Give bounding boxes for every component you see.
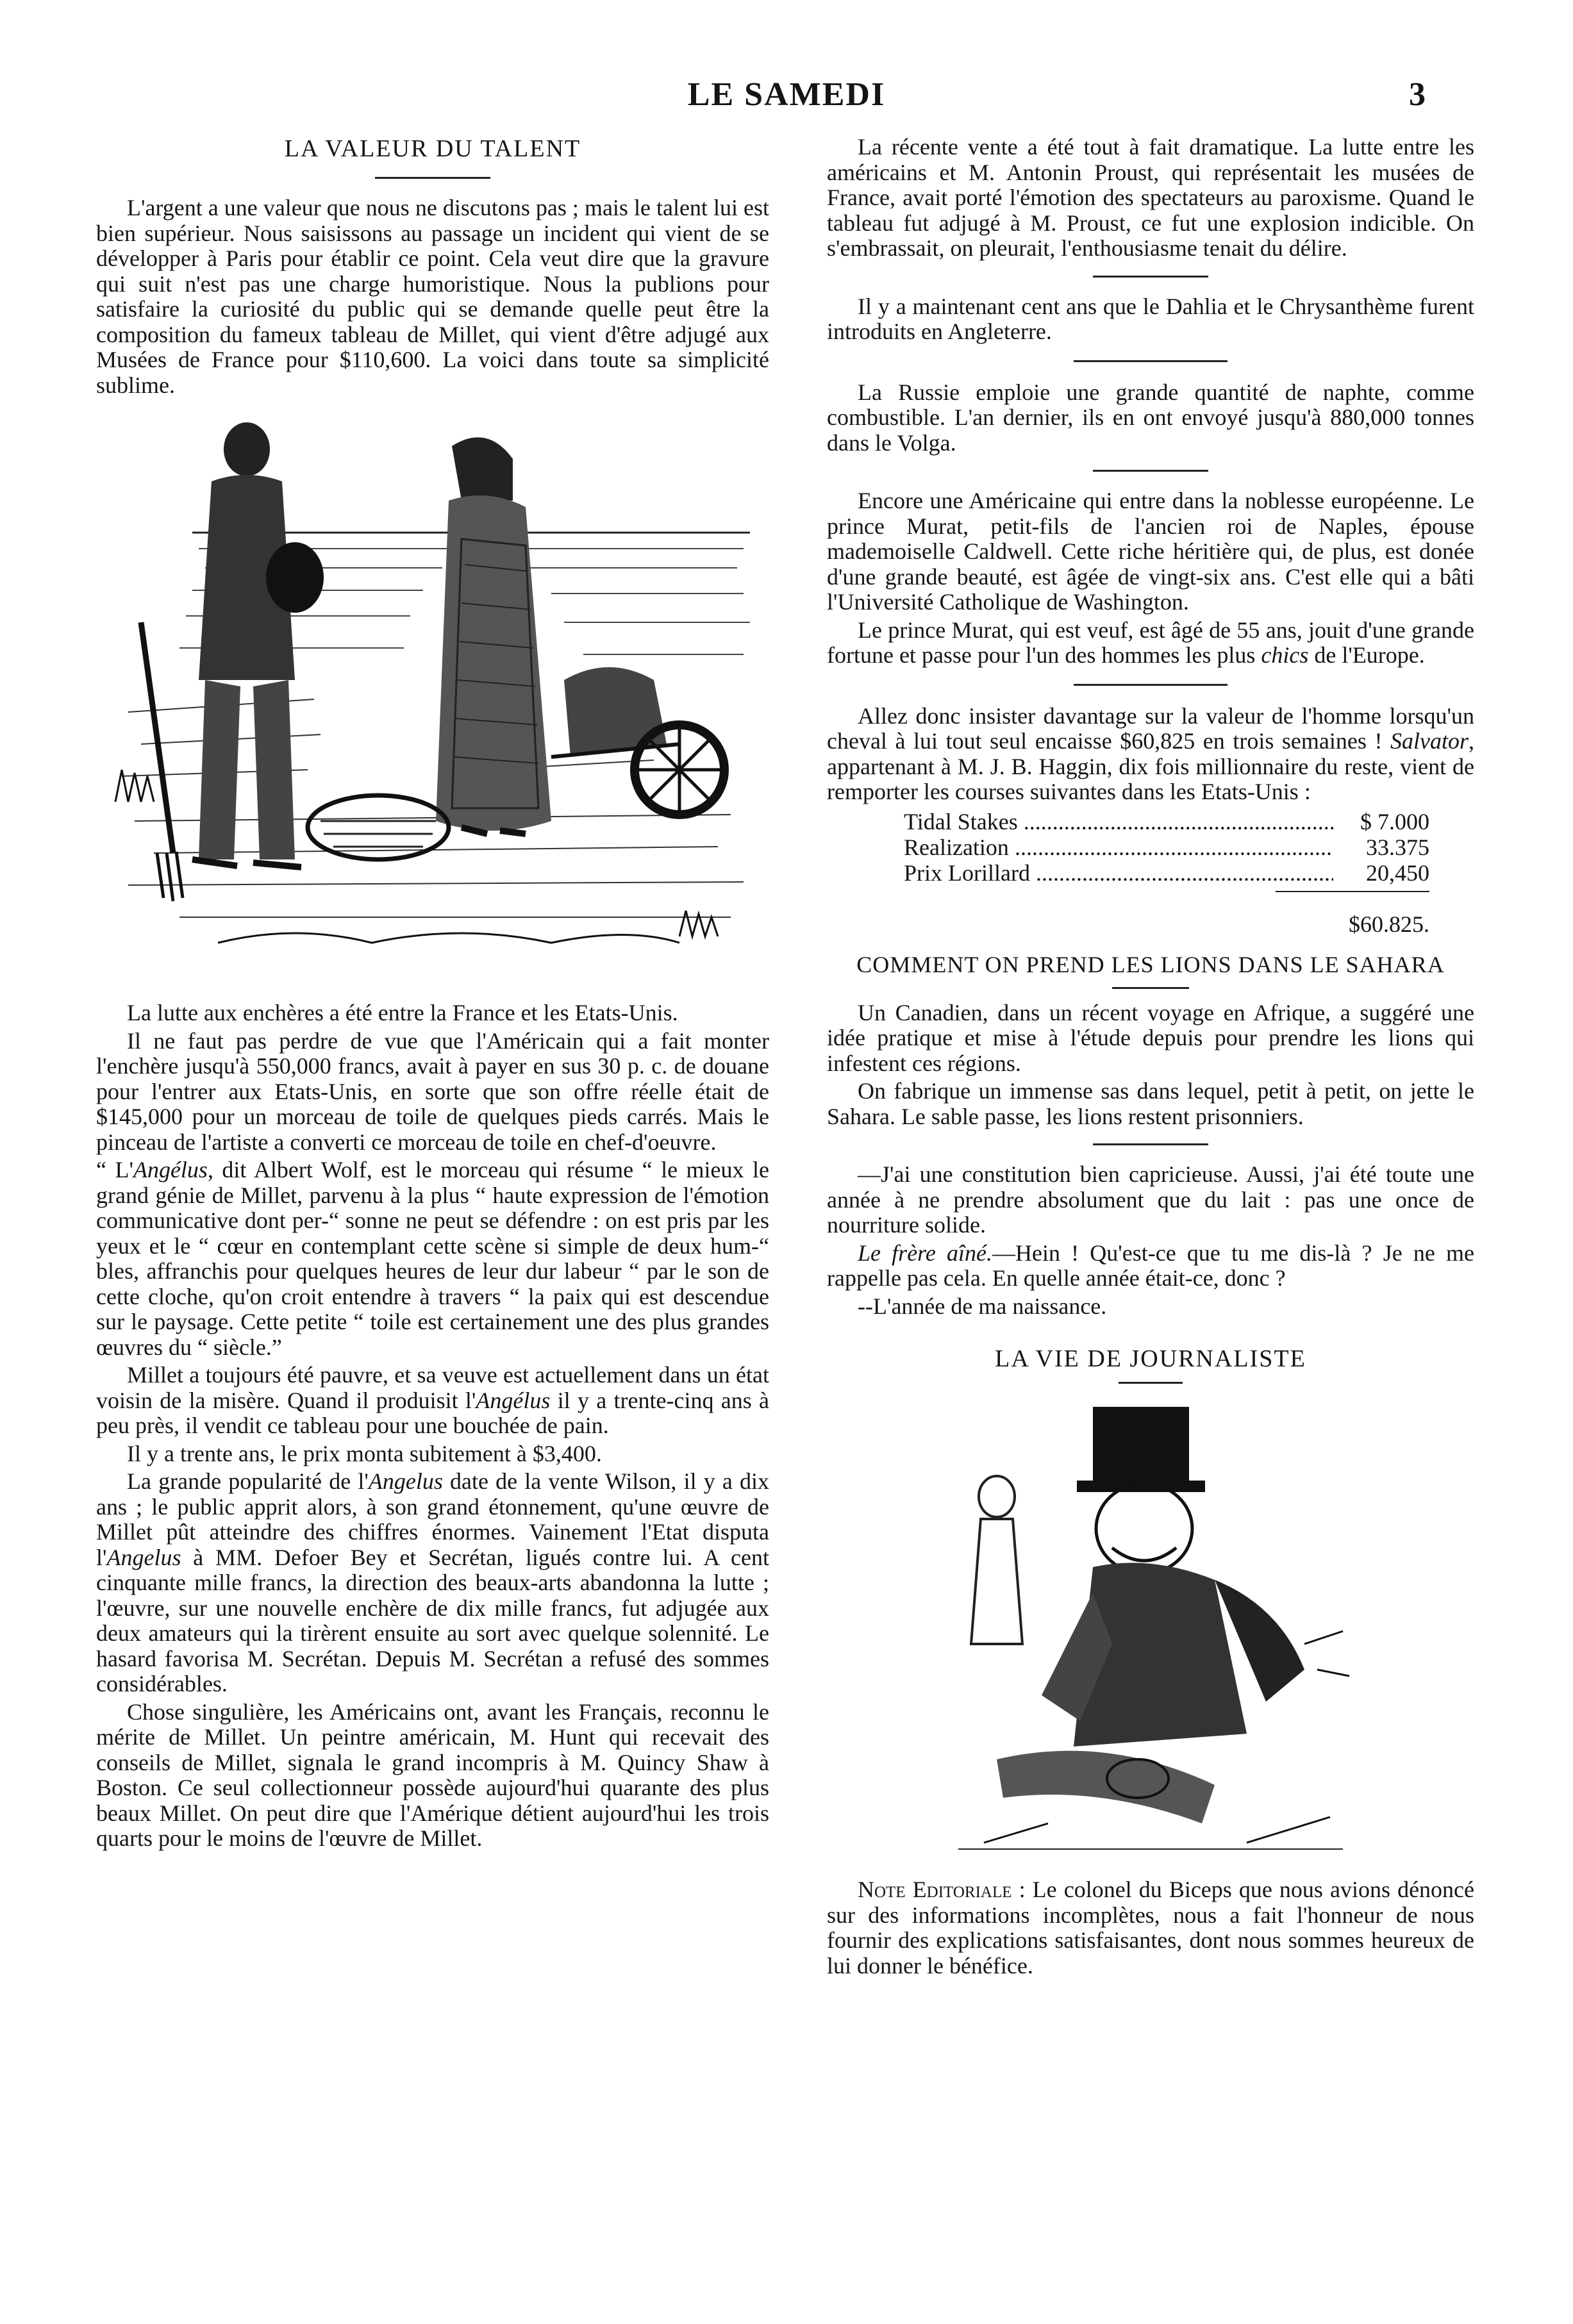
dialog-line: Le frère aîné.—Hein ! Qu'est-ce que tu me dis-là ? Je ne me rappelle pas cela. En quelle année était-ce, donc ? [827,1240,1474,1291]
masthead: LE SAMEDI [687,76,886,113]
paragraph-popularite: La grande popularité de l'Angelus date de la vente Wilson, il y a dix ans ; le public apprit alors, à son grand étonnement, qu'une œuvre de Millet pût atteindre des chiffres énormes. Vainement l'Etat disputa l'Angelus à MM. Defoer Bey et Secrétan, ligués contre lui. A cent cinquante mille francs, la direction des beaux-arts abandonna la lutte ; l'œuvre, sur une nouvelle enchère de dix mille francs, fut adjugée aux deux amateurs qui la tirèrent ensuite au sort avec quelque solennité. Le hasard favorisa M. Secrétan. Depuis M. Secrétan a refusé des sommes considérables. [96,1468,769,1697]
title-rule [375,177,490,179]
race-row: Tidal Stakes ..... $ 7.000 [904,809,1429,834]
paragraph-canadien: Un Canadien, dans un récent voyage en Afrique, a suggéré une idée pratique et mise à l'étude depuis pour prendre les lions qui infestent ces régions. [827,999,1474,1076]
journalist-cartoon [945,1400,1356,1862]
paragraph-millet-pauvre: Millet a toujours été pauvre, et sa veuve est actuellement dans un état voisin de la misère. Quand il produisit l'Angélus il y a trente-cinq ans à peu près, il vendit ce tableau pour une bouchée de pain. [96,1362,769,1438]
race-results [904,809,1429,937]
divider [1074,684,1228,686]
divider [1074,360,1228,362]
total-rule [1276,891,1429,892]
paragraph-americain: Il ne faut pas perdre de vue que l'Américain qui a fait monter l'enchère jusqu'à 550,000 francs, avait à payer en sus 30 p. c. de douane pour l'entrer aux Etats-Unis, en sorte que son offre réelle était de $145,000 pour un morceau de toile de quelques pieds carrés. Mais le pinceau de l'artiste a converti ce morceau de toile en chef-d'oeuvre. [96,1027,769,1155]
angelus-illustration [103,411,763,975]
paragraph-prince-murat: Le prince Murat, qui est veuf, est âgé de 55 ans, jouit d'une grande fortune et passe pour l'un des hommes les plus chics de l'Europe. [827,617,1474,668]
paragraph-cheval: Allez donc insister davantage sur la valeur de l'homme lorsqu'un cheval à lui tout seul encaisse $60,825 en trois semaines ! Salvator, appartenant à M. J. B. Haggin, dix fois millionnaire du reste, vient de remporter les courses suivantes dans les Etats-Unis : [827,702,1474,804]
paragraph-dahlia: Il y a maintenant cent ans que le Dahlia et le Chrysanthème furent introduits en Angleterre. [827,293,1474,344]
article-title-valeur-du-talent: LA VALEUR DU TALENT [284,135,581,162]
race-row: Realization ..... 33.375 [904,834,1429,860]
paragraph-americaine: Encore une Américaine qui entre dans la noblesse européenne. Le prince Murat, petit-fils de l'ancien roi de Naples, épouse mademoiselle Caldwell. Cette riche héritière qui, de plus, est donée d'une grande beauté, est âgée de vingt-six ans. C'est elle qui a bâti l'Université Catholique de Washington. [827,488,1474,615]
paragraph-naphte: La Russie emploie une grande quantité de naphte, comme combustible. L'an dernier, ils en ont envoyé jusqu'à 880,000 tonnes dans le Volga. [827,379,1474,456]
dialog-joke [827,1162,1474,1319]
page-header [0,76,1573,120]
dialog-line: --L'année de ma naissance. [858,1293,1107,1319]
paragraph-trente-ans: Il y a trente ans, le prix monta subitement à $3,400. [127,1440,602,1466]
article-title-lions: COMMENT ON PREND LES LIONS DANS LE SAHARA [856,951,1445,977]
journalist-illustration [945,1400,1356,1862]
paragraph-lutte: La lutte aux enchères a été entre la France et les Etats-Unis. [127,1000,678,1025]
intro-paragraph: L'argent a une valeur que nous ne discutons pas ; mais le talent lui est bien supérieur. Nous saisissons au passage un incident qui vient de se développer à Paris pour établir ce point. Cela veut dire que la gravure qui suit n'est pas une charge humoristique. Nous la publions pour satisfaire la curiosité du public qui se demande quelle peut être la composition du fameux tableau de Millet, qui vient d'être adjugé aux Musées de France pour $110,600. La voici dans toute sa simplicité sublime. [96,195,769,398]
race-total: $60.825. [1349,911,1429,937]
paragraph-sas: On fabrique un immense sas dans lequel, petit à petit, on jette le Sahara. Le sable passe, les lions restent prisonniers. [827,1078,1474,1129]
left-column [96,135,769,1854]
right-column [827,135,1474,1981]
divider [1093,1143,1208,1145]
dialog-line: —J'ai une constitution bien capricieuse. Aussi, j'ai été toute une année à ne prendre absolument que du lait : pas une once de nourriture solide. [827,1161,1474,1238]
article-title-journaliste: LA VIE DE JOURNALISTE [995,1345,1306,1372]
paragraph-vente-dramatique: La récente vente a été tout à fait dramatique. La lutte entre les américains et M. Antonin Proust, qui représentait les musées de France, avait porté l'émotion des spectateurs au paroxisme. Quand le tableau fut adjugé à M. Proust, ce fut une explosion indicible. On s'embrassait, on pleurait, l'enthousiasme tenait du délire. [827,134,1474,261]
quote-albert-wolf: “ L'Angélus, dit Albert Wolf, est le morceau qui résume “ le mieux le grand génie de Millet, parvenu à la plus “ haute expression de l'émotion communicative dont per-“ sonne ne peut se défendre : on est pris par les yeux et le “ cœur en contemplant cette scène si simple de deux hum-“ bles, affranchis pour quelques heures de leur dur labeur “ par le son de cette cloche, qu'on croit entendre à travers “ la paix qui est descendue sur le paysage. Cette petite “ toile est certainement une des plus grandes œuvres du “ siècle.” [96,1157,769,1360]
divider [1093,276,1208,278]
title-rule [1119,1382,1183,1384]
angelus-engraving [103,411,763,975]
page-number: 3 [1409,76,1426,113]
title-rule [1112,987,1189,989]
paragraph-americains: Chose singulière, les Américains ont, avant les Français, reconnu le mérite de Millet. Un peintre américain, M. Hunt qui recevait des conseils de Millet, signala le grand incompris à M. Quincy Shaw à Boston. Ce seul collectionneur possède aujourd'hui quarante des plus beaux Millet. On peut dire que l'Amérique détient aujourd'hui les trois quarts pour le moins de l'œuvre de Millet. [96,1698,769,1851]
divider [1093,470,1208,472]
race-row: Prix Lorillard ..... 20,450 [904,860,1429,886]
editorial-note: Note Editoriale : Le colonel du Biceps que nous avions dénoncé sur des informations incomplètes, nous a fait l'honneur de nous fournir des explications satisfaisantes, dont nous sommes heureux de lui donner le bénéfice. [827,1877,1475,1979]
